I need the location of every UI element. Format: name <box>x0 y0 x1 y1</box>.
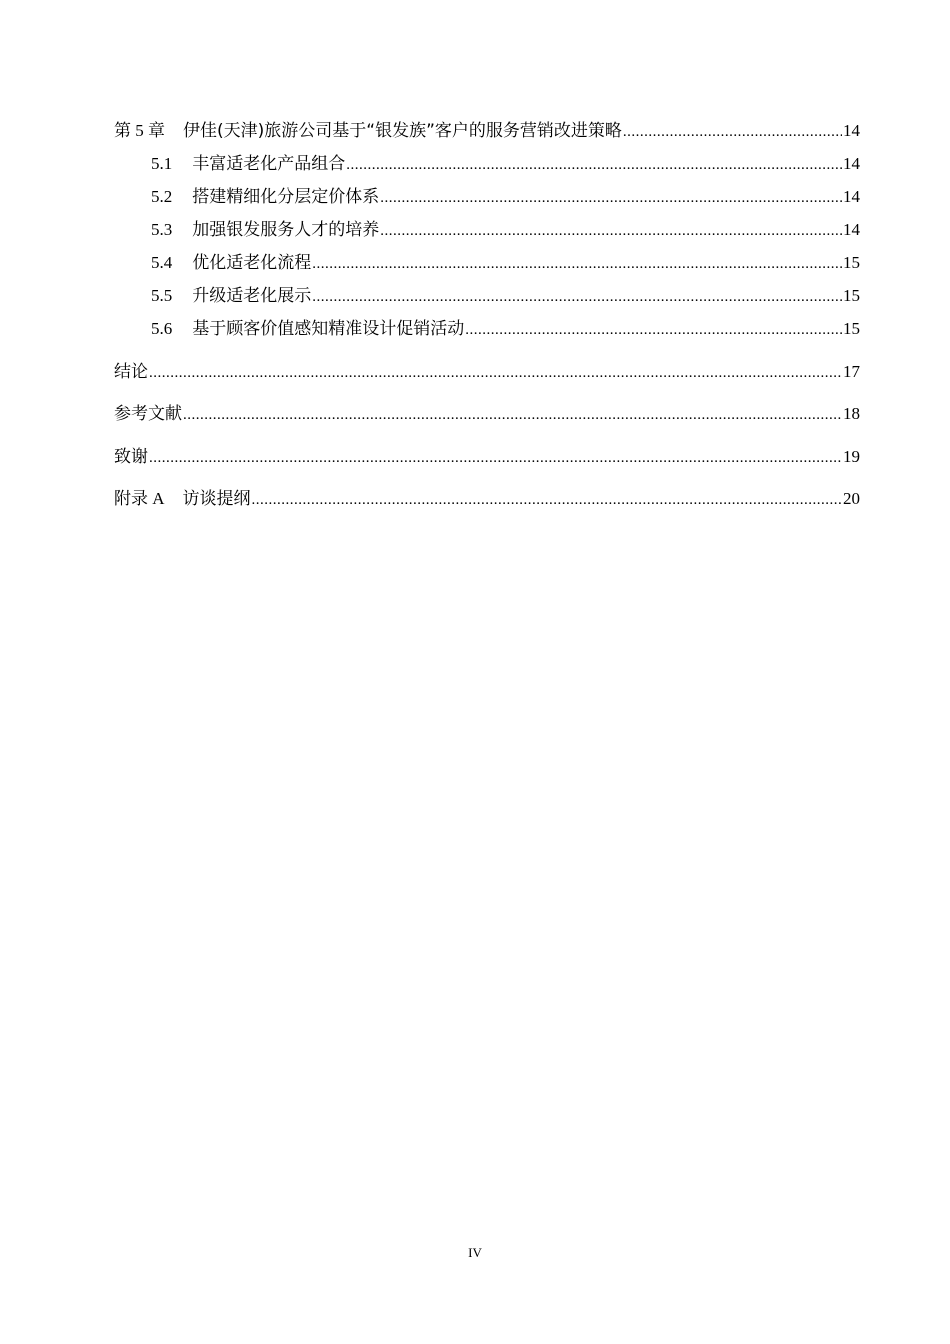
toc-entry-page: 15 <box>843 253 860 272</box>
dot-leader <box>312 285 842 309</box>
toc-entry-page: 15 <box>843 319 860 338</box>
toc-entry-title: 访谈提纲 <box>182 489 251 509</box>
toc-entry-number: 第 5 章 <box>114 121 165 140</box>
dot-leader <box>623 120 842 144</box>
toc-entry-title: 参考文献 <box>114 404 182 424</box>
toc-entry-number: 5.2 <box>151 187 173 206</box>
toc-entry-conclusion[interactable] <box>114 360 860 385</box>
toc-entry-number: 5.6 <box>151 319 173 338</box>
page-number: IV <box>468 1245 482 1260</box>
dot-leader <box>380 219 842 243</box>
toc-entry-page: 20 <box>843 489 860 508</box>
toc-entry-5-2[interactable] <box>114 185 860 210</box>
toc-entry-page: 14 <box>843 154 860 173</box>
toc-entry-5-1[interactable] <box>114 152 860 177</box>
toc-entry-title: 基于顾客价值感知精准设计促销活动 <box>192 319 465 338</box>
toc-entry-chapter-5[interactable] <box>114 119 860 144</box>
dot-leader <box>149 446 842 470</box>
toc-entry-page: 18 <box>843 404 860 423</box>
toc-entry-title: 伊佳(天津)旅游公司基于“银发族”客户的服务营销改进策略 <box>183 121 622 141</box>
toc-entry-5-6[interactable] <box>114 317 860 342</box>
dot-leader <box>252 488 842 512</box>
toc-entry-acknowledgements[interactable] <box>114 445 860 470</box>
toc-entry-page: 19 <box>843 447 860 466</box>
toc-entry-title: 丰富适老化产品组合 <box>192 154 346 173</box>
toc-entry-number: 5.4 <box>151 253 173 272</box>
toc-entry-number: 5.3 <box>151 220 173 239</box>
toc-entry-page: 14 <box>843 121 860 140</box>
toc-entry-page: 17 <box>843 362 860 381</box>
dot-leader <box>380 186 842 210</box>
toc-entry-appendix-a[interactable] <box>114 487 860 512</box>
toc-entry-title: 结论 <box>114 362 148 382</box>
toc-entry-title: 加强银发服务人才的培养 <box>192 220 380 239</box>
toc-entry-references[interactable] <box>114 402 860 427</box>
dot-leader <box>346 153 842 177</box>
dot-leader <box>312 252 842 276</box>
toc-entry-title: 升级适老化展示 <box>192 286 312 305</box>
toc-entry-5-4[interactable] <box>114 251 860 276</box>
toc-entry-title: 搭建精细化分层定价体系 <box>192 187 380 206</box>
toc-entry-title: 优化适老化流程 <box>192 253 312 272</box>
dot-leader <box>465 318 842 342</box>
toc-entry-5-3[interactable] <box>114 218 860 243</box>
toc-entry-number: 5.1 <box>151 154 173 173</box>
toc-entry-page: 14 <box>843 187 860 206</box>
toc-entry-5-5[interactable] <box>114 284 860 309</box>
toc-entry-number: 附录 A <box>114 489 165 508</box>
dot-leader <box>183 403 842 427</box>
dot-leader <box>149 361 842 385</box>
toc-entry-number: 5.5 <box>151 286 173 305</box>
toc-entry-page: 14 <box>843 220 860 239</box>
toc-entry-title: 致谢 <box>114 447 148 467</box>
toc-entry-page: 15 <box>843 286 860 305</box>
table-of-contents <box>114 119 860 512</box>
